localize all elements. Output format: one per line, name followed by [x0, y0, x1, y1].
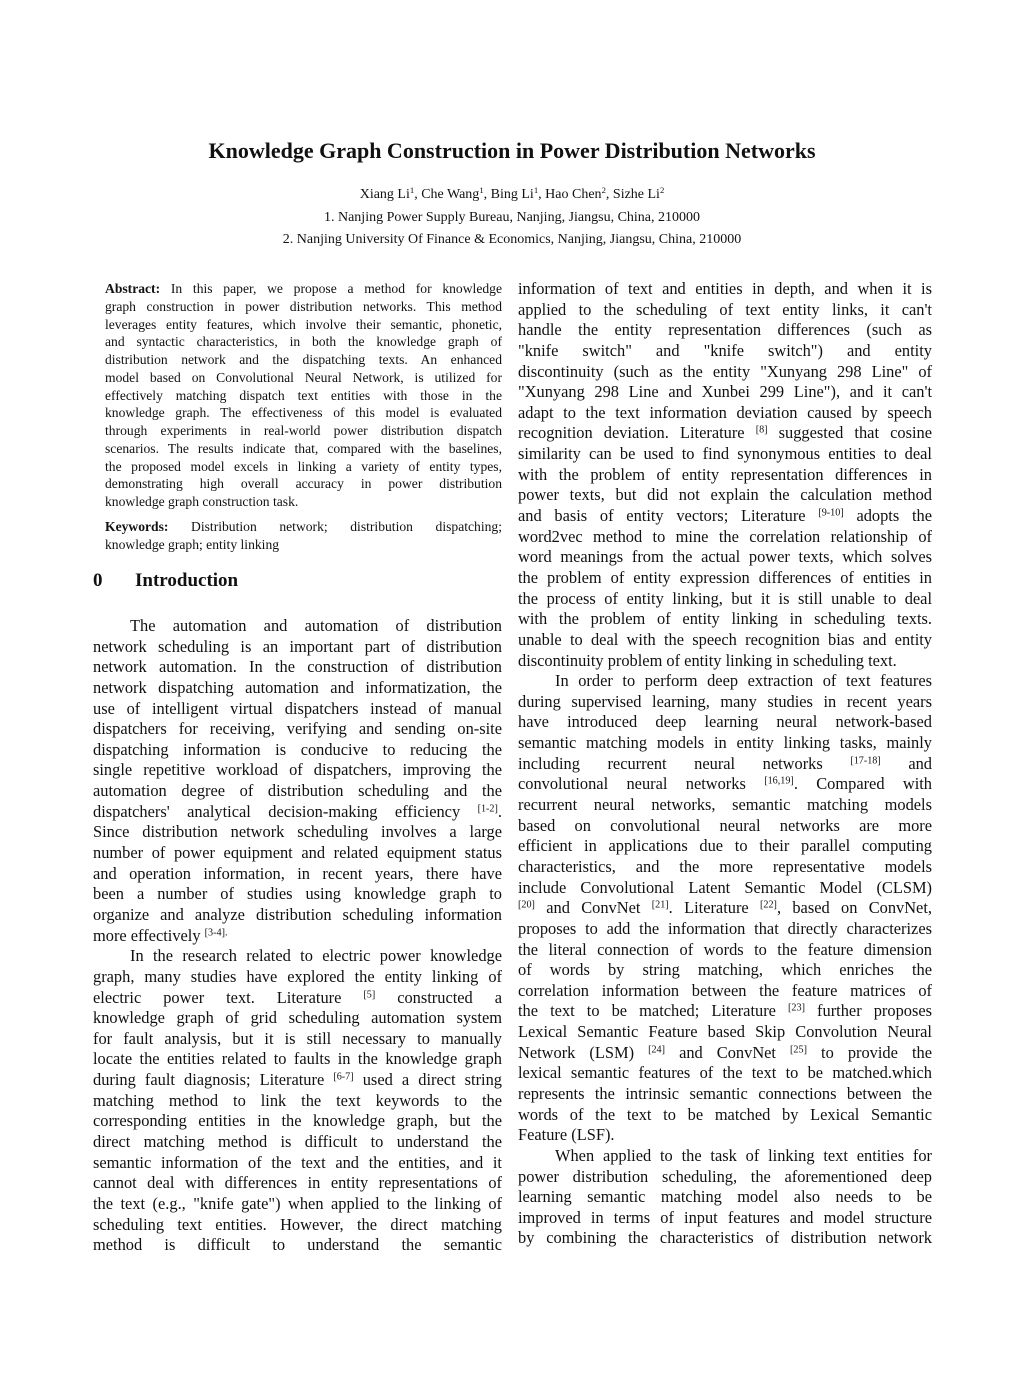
- text-run: similarity can be used to find synonymous entities to deal: [518, 444, 932, 464]
- text-line: [518, 1125, 932, 1146]
- text-run: Since distribution network scheduling involves a large: [93, 822, 502, 842]
- text-run: used a direct string: [353, 1070, 503, 1090]
- text-run: the literal connection of words to the feature dimension: [518, 939, 932, 959]
- section-title: Introduction: [135, 570, 239, 591]
- text-run: graph construction in power distribution networks. This method: [105, 298, 502, 314]
- text-line: [518, 692, 932, 713]
- paragraph: [93, 946, 502, 1256]
- text-run: dispatchers' analytical decision-making efficiency: [93, 801, 478, 821]
- text-line: [518, 774, 932, 795]
- text-line: [518, 630, 932, 651]
- text-run: locate the entities related to faults in the knowledge graph: [93, 1049, 502, 1069]
- text-line: [518, 1084, 932, 1105]
- text-run: power texts, but did not explain the calculation method: [518, 485, 932, 505]
- text-run: during supervised learning, many studies in recent years: [518, 691, 932, 711]
- text-run: semantic information of the text and the entities, and it: [93, 1152, 502, 1172]
- text-run: leverages entity features, which involve their semantic, phonetic,: [105, 316, 502, 332]
- author-affiliation-mark: 1: [479, 185, 484, 196]
- text-run: through experiments in real-world power distribution dispatch: [105, 423, 502, 438]
- text-run: and: [880, 753, 932, 773]
- citation: [9-10]: [818, 507, 844, 519]
- text-line: [93, 1132, 502, 1153]
- section-heading-introduction: [93, 570, 238, 592]
- citation: [24]: [648, 1044, 666, 1056]
- paper-title: Knowledge Graph Construction in Power Distribution Networks: [208, 138, 816, 163]
- text-line: [518, 919, 932, 940]
- text-run: The automation and automation of distribution: [130, 616, 502, 635]
- text-run: "Xunyang 298 Line and Xunbei 299 Line"), and it can't: [518, 382, 932, 402]
- text-line: [518, 589, 932, 610]
- author-separator: ,: [414, 187, 422, 202]
- text-run: Network (LSM): [518, 1042, 649, 1062]
- text-line: [93, 802, 502, 823]
- text-line: [93, 1111, 502, 1132]
- text-line: [518, 362, 932, 383]
- text-run: and basis of entity vectors; Literature: [518, 506, 819, 526]
- text-run: correlation information between the feature matrices of: [518, 980, 932, 1000]
- text-run: discontinuity problem of entity linking in scheduling text.: [518, 650, 897, 670]
- text-run: with the problem of entity linking in scheduling texts.: [518, 609, 932, 629]
- text-line: [518, 1043, 932, 1064]
- text-run: efficient in applications due to their parallel computing: [518, 836, 932, 856]
- text-line: [518, 320, 932, 341]
- text-line: [93, 905, 502, 926]
- author-name: Che Wang: [421, 187, 480, 202]
- text-run: matching method to link the text keywords to the: [93, 1090, 502, 1110]
- citation: [16,19]: [764, 775, 794, 787]
- text-run: the proposed model excels in linking a variety of entity types,: [105, 458, 502, 474]
- text-line: [518, 1146, 932, 1167]
- text-run: knowledge graph construction task.: [105, 494, 299, 509]
- text-line: [518, 279, 932, 300]
- text-run: knowledge graph of grid scheduling automation system: [93, 1008, 502, 1028]
- text-line: [105, 387, 502, 405]
- text-run: recognition deviation. Literature: [518, 423, 756, 443]
- text-run: network scheduling is an important part of distribution: [93, 636, 502, 656]
- text-line: [93, 926, 502, 947]
- text-run: proposes to add the information that directly characterizes: [518, 918, 932, 938]
- text-run: knowledge graph. The effectiveness of this model is evaluated: [105, 405, 502, 421]
- text-line: [105, 422, 502, 440]
- text-run: and ConvNet: [665, 1042, 791, 1062]
- text-run: direct matching method is difficult to understand the: [93, 1132, 502, 1152]
- text-line: [105, 458, 502, 476]
- citation: [5]: [363, 988, 376, 1000]
- author-affiliation-mark: 2: [659, 185, 665, 196]
- author-affiliation-mark: 1: [533, 185, 539, 196]
- citation: [3-4].: [204, 927, 228, 939]
- text-line: [518, 836, 932, 857]
- text-run: adapt to the text information deviation caused by speech: [518, 402, 932, 422]
- text-line: [518, 403, 932, 424]
- text-run: .: [497, 801, 502, 821]
- text-run: dispatchers for receiving, verifying and sending on-site: [93, 719, 502, 739]
- text-line: [93, 1215, 502, 1236]
- text-run: by combining the characteristics of distribution network: [518, 1228, 932, 1248]
- author-name: Sizhe Li: [612, 187, 660, 202]
- text-run: with the problem of entity representation differences in: [518, 464, 932, 484]
- text-run: When applied to the task of linking text entities for: [555, 1145, 932, 1165]
- citation: [8]: [755, 424, 768, 436]
- text-run: scheduling text entities. However, the direct matching: [93, 1214, 502, 1234]
- text-line: [518, 1187, 932, 1208]
- text-line: [105, 440, 502, 458]
- text-line: [93, 822, 502, 843]
- text-line: [518, 712, 932, 733]
- text-run: for fault analysis, but it is still necessary to manually: [93, 1028, 502, 1048]
- text-line: [93, 1029, 502, 1050]
- text-line: [105, 475, 502, 493]
- text-line: [518, 733, 932, 754]
- text-run: been a number of studies using knowledge graph to: [93, 884, 502, 904]
- text-line: [518, 816, 932, 837]
- text-run: based on convolutional neural networks are more: [518, 815, 932, 835]
- text-line: [518, 341, 932, 362]
- text-run: scenarios. The results indicate that, compared with the baselines,: [105, 440, 502, 456]
- text-line: [93, 637, 502, 658]
- text-run: including recurrent neural networks: [518, 753, 851, 773]
- text-run: number of power equipment and related equipment status: [93, 843, 502, 863]
- text-run: Distribution network; distribution dispatching;: [168, 519, 502, 534]
- text-run: . Compared with: [793, 774, 932, 794]
- text-line: [93, 760, 502, 781]
- text-line: [93, 719, 502, 740]
- text-line: [518, 300, 932, 321]
- text-run: adopts the: [843, 506, 933, 526]
- text-line: [93, 1008, 502, 1029]
- text-run: unable to deal with the speech recognition bias and entity: [518, 629, 932, 649]
- text-line: [93, 988, 502, 1009]
- text-line: [518, 1063, 932, 1084]
- text-run: have introduced deep learning neural network-based: [518, 712, 932, 732]
- text-line: [93, 1049, 502, 1070]
- text-run: automation degree of distribution scheduling and the: [93, 781, 502, 801]
- section-number: 0: [93, 570, 103, 591]
- paragraph: [518, 1146, 932, 1249]
- text-line: [105, 518, 502, 536]
- text-run: recurrent neural networks, semantic matching models: [518, 795, 932, 815]
- text-run: organize and analyze distribution scheduling information: [93, 904, 502, 924]
- text-run: applied to the scheduling of text entity links, it can't: [518, 299, 932, 319]
- citation: [21]: [651, 899, 669, 911]
- author-name: Hao Chen: [545, 187, 602, 202]
- text-line: [518, 878, 932, 899]
- text-line: [518, 671, 932, 692]
- text-line: [518, 527, 932, 548]
- text-line: [93, 864, 502, 885]
- text-line: [518, 506, 932, 527]
- text-line: [518, 382, 932, 403]
- text-line: [93, 1091, 502, 1112]
- author-name: Bing Li: [490, 187, 534, 202]
- text-line: [93, 781, 502, 802]
- text-run: effectively matching dispatch text entities with those in the: [105, 387, 502, 403]
- text-run: include Convolutional Latent Semantic Model (CLSM): [518, 877, 932, 897]
- text-run: improved in terms of input features and model structure: [518, 1207, 932, 1227]
- text-run: learning semantic matching model also needs to be: [518, 1187, 932, 1207]
- text-line: [518, 898, 932, 919]
- text-line: [518, 1167, 932, 1188]
- text-run: semantic matching models in entity linking tasks, mainly: [518, 733, 932, 753]
- text-line: [105, 316, 502, 334]
- text-run: distribution network and the dispatching texts. An enhanced: [105, 352, 502, 367]
- text-line: [518, 754, 932, 775]
- text-run: handle the entity representation differences (such as: [518, 320, 932, 340]
- author-affiliation-mark: 2: [601, 185, 606, 196]
- text-run: single repetitive workload of dispatchers, improving the: [93, 760, 502, 780]
- affiliation-2: 2. Nanjing University Of Finance & Economics, Nanjing, Jiangsu, China, 210000: [282, 232, 742, 247]
- text-run: more effectively: [93, 925, 205, 945]
- text-run: In order to perform deep extraction of text features: [555, 671, 932, 691]
- text-line: [518, 547, 932, 568]
- text-run: cannot deal with differences in entity representations of: [93, 1173, 502, 1193]
- text-run: Lexical Semantic Feature based Skip Convolution Neural: [518, 1022, 932, 1042]
- text-run: words of the text to be matched by Lexical Semantic: [518, 1104, 932, 1124]
- citation: [23]: [788, 1002, 805, 1014]
- affiliation-1: 1. Nanjing Power Supply Bureau, Nanjing, Jiangsu, China, 210000: [323, 210, 701, 225]
- text-line: [105, 333, 502, 351]
- bold-label: Abstract:: [105, 281, 161, 296]
- text-line: [518, 423, 932, 444]
- text-line: [93, 657, 502, 678]
- text-run: and ConvNet: [534, 898, 652, 918]
- text-line: [105, 351, 502, 369]
- author-list: [0, 187, 1024, 203]
- text-line: [105, 404, 502, 422]
- text-line: [518, 465, 932, 486]
- text-run: electric power text. Literature: [93, 987, 364, 1007]
- text-run: further proposes: [804, 1001, 933, 1021]
- text-line: [105, 298, 502, 316]
- text-run: , based on ConvNet,: [776, 898, 932, 918]
- text-line: [518, 609, 932, 630]
- text-run: knowledge graph; entity linking: [105, 536, 280, 552]
- text-run: demonstrating high overall accuracy in power distribution: [105, 476, 502, 492]
- text-line: [93, 884, 502, 905]
- paragraph: [518, 671, 932, 1146]
- text-run: during fault diagnosis; Literature: [93, 1070, 334, 1090]
- text-line: [93, 1194, 502, 1215]
- text-run: the problem of entity expression differences of entities in: [518, 567, 932, 587]
- text-line: [518, 857, 932, 878]
- text-line: [93, 1070, 502, 1091]
- author-affiliation-mark: 1: [409, 185, 415, 196]
- paragraph: [518, 279, 932, 671]
- text-run: "knife switch" and "knife switch") and entity: [518, 340, 932, 360]
- text-run: and operation information, in recent years, there have: [93, 863, 502, 883]
- text-line: [93, 699, 502, 720]
- author-separator: ,: [605, 187, 613, 202]
- text-run: method is difficult to understand the semantic: [93, 1235, 502, 1255]
- text-line: [93, 946, 502, 967]
- text-line: [105, 280, 502, 298]
- text-line: [518, 1105, 932, 1126]
- author-separator: ,: [538, 187, 546, 202]
- text-run: corresponding entities in the knowledge graph, but the: [93, 1111, 502, 1131]
- text-line: [93, 678, 502, 699]
- text-line: [93, 1153, 502, 1174]
- text-line: [105, 493, 502, 511]
- text-line: [518, 1228, 932, 1249]
- keywords: [105, 518, 502, 554]
- text-run: suggested that cosine: [767, 423, 932, 443]
- text-line: [518, 981, 932, 1002]
- author-separator: ,: [483, 187, 491, 202]
- text-line: [518, 444, 932, 465]
- text-run: graph, many studies have explored the entity linking of: [93, 966, 502, 986]
- text-line: [518, 651, 932, 672]
- text-run: of words by string matching, which enriches the: [518, 960, 932, 980]
- text-line: [93, 843, 502, 864]
- text-run: word2vec method to mine the correlation relationship of: [518, 526, 932, 546]
- text-line: [518, 960, 932, 981]
- text-line: [93, 740, 502, 761]
- right-column-body: [518, 279, 932, 1249]
- citation: [17-18]: [850, 755, 881, 767]
- text-line: [518, 485, 932, 506]
- text-run: In the research related to electric power knowledge: [130, 946, 502, 966]
- text-run: information of text and entities in depth, and when it is: [518, 279, 932, 298]
- text-line: [93, 1235, 502, 1256]
- text-run: and syntactic characteristics, in both the knowledge graph of: [105, 334, 502, 350]
- text-run: word meanings from the actual power texts, which solves: [518, 547, 932, 567]
- text-run: use of intelligent virtual dispatchers instead of manual: [93, 698, 502, 718]
- left-column-body: [93, 616, 502, 1256]
- text-run: network dispatching automation and informatization, the: [93, 677, 502, 697]
- text-run: constructed a: [375, 987, 502, 1007]
- text-run: the text (e.g., "knife gate") when applied to the linking of: [93, 1193, 502, 1213]
- text-line: [518, 1022, 932, 1043]
- text-line: [93, 616, 502, 637]
- text-line: [518, 1208, 932, 1229]
- citation: [22]: [760, 899, 777, 911]
- abstract: [105, 280, 502, 511]
- text-line: [518, 940, 932, 961]
- text-run: the process of entity linking, but it is still unable to deal: [518, 588, 932, 608]
- citation: [25]: [790, 1044, 807, 1056]
- text-run: . Literature: [668, 898, 761, 918]
- text-run: lexical semantic features of the text to be matched.which: [518, 1063, 932, 1083]
- text-run: Feature (LSF).: [518, 1125, 615, 1145]
- text-run: characteristics, and the more representative models: [518, 856, 932, 876]
- text-run: In this paper, we propose a method for knowledge: [160, 281, 502, 296]
- text-run: model based on Convolutional Neural Network, is utilized for: [105, 369, 502, 385]
- text-line: [518, 568, 932, 589]
- author-name: Xiang Li: [359, 187, 410, 202]
- text-run: discontinuity (such as the entity "Xunyang 298 Line" of: [518, 361, 932, 381]
- paragraph: [93, 616, 502, 946]
- bold-label: Keywords:: [105, 519, 169, 534]
- text-line: [93, 1173, 502, 1194]
- text-run: the text to be matched; Literature: [518, 1001, 789, 1021]
- text-line: [93, 967, 502, 988]
- text-run: represents the intrinsic semantic connections between the: [518, 1083, 932, 1103]
- text-line: [518, 795, 932, 816]
- text-run: power distribution scheduling, the aforementioned deep: [518, 1166, 932, 1186]
- text-run: dispatching information is conducive to reducing the: [93, 739, 502, 759]
- text-line: [518, 1001, 932, 1022]
- text-run: to provide the: [806, 1042, 932, 1062]
- citation: [20]: [518, 899, 535, 911]
- text-line: [105, 369, 502, 387]
- citation: [1-2]: [477, 803, 498, 815]
- text-line: [105, 536, 502, 554]
- citation: [6-7]: [333, 1071, 354, 1083]
- text-run: convolutional neural networks: [518, 774, 765, 794]
- text-run: network automation. In the construction of distribution: [93, 657, 502, 677]
